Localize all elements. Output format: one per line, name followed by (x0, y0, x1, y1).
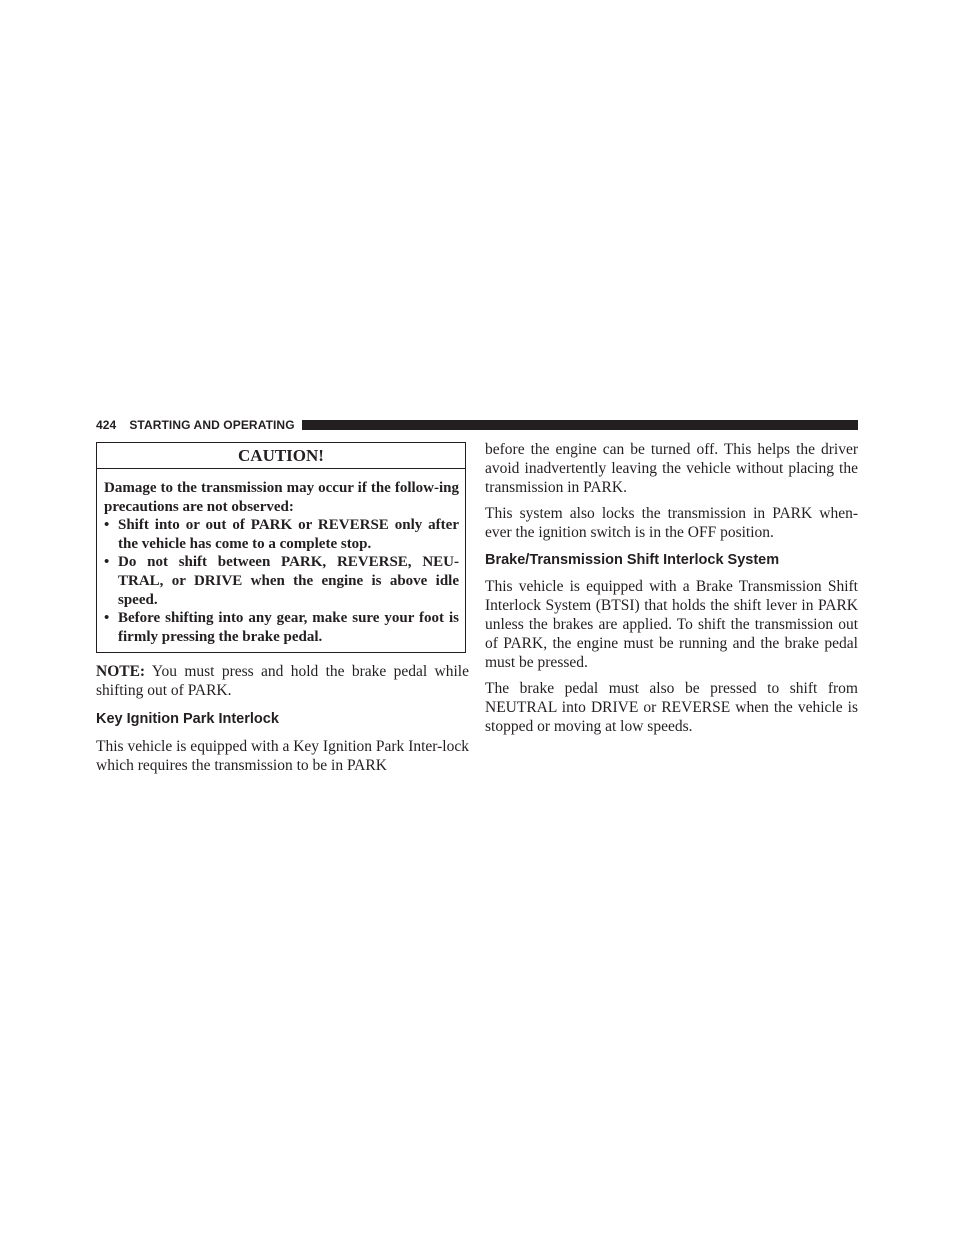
continuation-paragraph: before the engine can be turned off. This helps the driver avoid inadvertently leaving the vehicle without placing the transmission in PARK. (485, 441, 858, 496)
key-ignition-paragraph: This vehicle is equipped with a Key Ignition Park Inter-lock which requires the transmission to be in PARK (96, 738, 469, 775)
caution-item (104, 609, 459, 646)
caution-intro: Damage to the transmission may occur if the follow-ing precautions are not observed: (104, 480, 459, 515)
btsi-paragraph-1: This vehicle is equipped with a Brake Transmission Shift Interlock System (BTSI) that holds the shift lever in PARK unless the brakes are applied. To shift the transmission out of PARK, the engine must be running and the brake pedal must be pressed. (485, 578, 858, 671)
left-column (96, 440, 469, 775)
caution-body (97, 469, 465, 652)
caution-list (104, 516, 459, 646)
note-paragraph (96, 662, 469, 700)
lock-paragraph: This system also locks the transmission in PARK when-ever the ignition switch is in the OFF position. (485, 505, 858, 541)
caution-box (96, 442, 466, 653)
caution-item-text: Before shifting into any gear, make sure your foot is firmly pressing the brake pedal. (118, 610, 459, 645)
page-header (96, 417, 858, 433)
bullet-icon: • (104, 517, 110, 534)
btsi-paragraph-2: The brake pedal must also be pressed to shift from NEUTRAL into DRIVE or REVERSE when the vehicle is stopped or moving at low speeds. (485, 680, 858, 735)
section-title: STARTING AND OPERATING (129, 418, 295, 432)
header-rule (302, 420, 858, 430)
caution-title: CAUTION! (97, 443, 465, 469)
note-label: NOTE: (96, 663, 146, 681)
caution-item (104, 516, 459, 553)
bullet-icon: • (104, 610, 110, 627)
caution-item (104, 553, 459, 609)
caution-item-text: Shift into or out of PARK or REVERSE only after the vehicle has come to a complete stop. (118, 517, 459, 552)
bullet-icon: • (104, 554, 110, 571)
caution-item-text: Do not shift between PARK, REVERSE, NEU-TRAL, or DRIVE when the engine is above idle speed. (118, 554, 459, 608)
key-ignition-heading: Key Ignition Park Interlock (96, 711, 279, 728)
note-text: You must press and hold the brake pedal while shifting out of PARK. (96, 663, 469, 700)
right-column (485, 440, 858, 736)
btsi-heading: Brake/Transmission Shift Interlock System (485, 552, 780, 568)
page-number: 424 (96, 418, 117, 432)
